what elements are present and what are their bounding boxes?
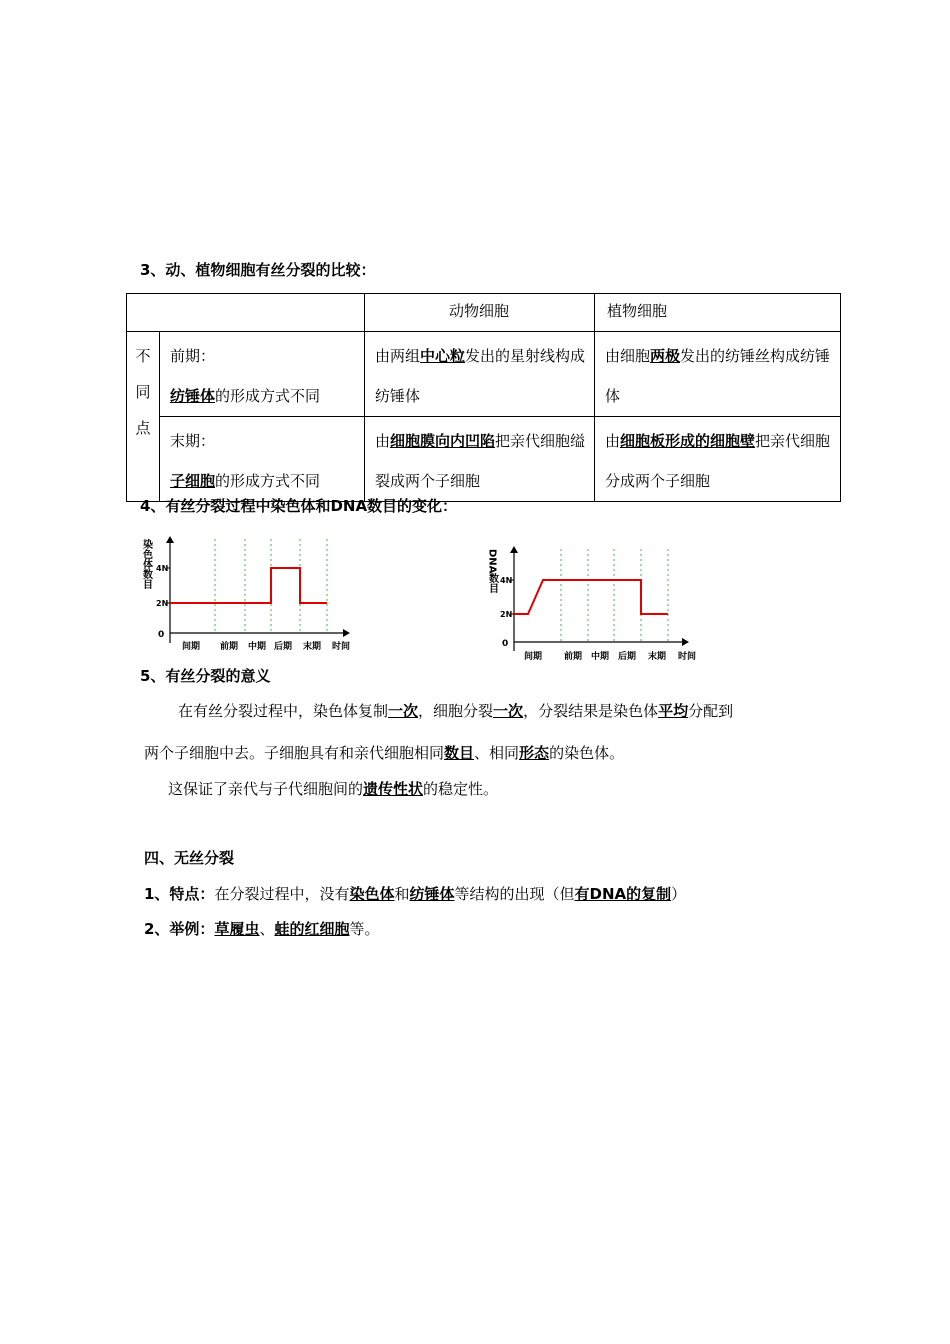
phase-gridlines <box>561 549 668 642</box>
chromosome-series-line <box>170 568 327 603</box>
key-term: 一次 <box>388 702 419 720</box>
x-tick-label: 后期 <box>274 642 293 652</box>
text: 和 <box>394 885 410 903</box>
diff-label-char: 同 <box>135 383 151 401</box>
tick-labels <box>156 564 350 652</box>
header-plant-cell <box>595 294 841 332</box>
key-term: 染色体 <box>349 885 395 903</box>
section3-title: 3、动、植物细胞有丝分裂的比较： <box>140 261 376 279</box>
key-term: 有DNA的复制 <box>574 885 672 903</box>
x-tick-label: 末期 <box>648 652 667 662</box>
chromosome-chart <box>140 535 365 657</box>
significance-paragraph-2 <box>144 742 624 763</box>
prophase-desc-cell <box>160 332 365 417</box>
phase-label: 前期： <box>170 347 216 365</box>
key-term: 细胞板形成的细胞壁 <box>620 432 756 450</box>
x-tick-label: 前期 <box>220 642 239 652</box>
prophase-plant-cell <box>595 332 841 417</box>
telophase-plant-cell <box>595 417 841 502</box>
text: 的稳定性。 <box>423 780 499 798</box>
y-tick-label: 2N <box>156 599 169 608</box>
text: 两个子细胞中去。子细胞具有和亲代细胞相同 <box>144 744 445 762</box>
phase-label: 末期： <box>170 432 216 450</box>
text: 在有丝分裂过程中，染色体复制 <box>178 702 389 720</box>
cell-text: 由细胞 <box>605 347 651 365</box>
cell-text: 把亲代细胞缢裂成两个子细胞 <box>375 432 586 490</box>
header-animal: 动物细胞 <box>449 302 510 320</box>
x-tick-label: 后期 <box>618 652 637 662</box>
key-term: 细胞膜向内凹陷 <box>390 432 496 450</box>
prophase-animal-cell <box>365 332 595 417</box>
x-tick-label: 中期 <box>591 652 610 662</box>
cell-text: 由 <box>605 432 621 450</box>
key-term: 纺锤体 <box>409 885 455 903</box>
text: 这保证了亲代与子代细胞间的 <box>168 780 364 798</box>
item-label: 2、举例： <box>144 920 215 938</box>
y-tick-label: 4N <box>156 564 169 573</box>
text: 的染色体。 <box>549 744 625 762</box>
x-axis-arrow <box>343 629 350 637</box>
dna-series-line <box>514 580 668 614</box>
x-tick-label: 末期 <box>303 642 322 652</box>
section5-title: 5、有丝分裂的意义 <box>140 667 271 685</box>
section-iv-title: 四、无丝分裂 <box>144 849 235 867</box>
diff-label-char: 不 <box>135 347 151 365</box>
text: 分配到 <box>688 702 734 720</box>
text: ） <box>671 885 687 903</box>
x-tick-label: 前期 <box>564 652 583 662</box>
amitosis-examples <box>144 918 380 939</box>
text: ，细胞分裂 <box>418 702 494 720</box>
cell-text: 由两组 <box>375 347 421 365</box>
significance-paragraph-1 <box>178 700 733 721</box>
text: 在分裂过程中，没有 <box>214 885 350 903</box>
significance-paragraph-3 <box>168 778 498 799</box>
item-label: 1、特点： <box>144 885 215 903</box>
key-term: 两极 <box>650 347 681 365</box>
diff-label-char: 点 <box>135 419 151 437</box>
table-row-prophase <box>127 332 841 417</box>
desc-text: 的形成方式不同 <box>215 387 321 405</box>
tick-labels <box>500 576 696 662</box>
desc-text: 的形成方式不同 <box>215 472 321 490</box>
text: 等。 <box>349 920 380 938</box>
telophase-desc-cell <box>160 417 365 502</box>
key-term: 一次 <box>493 702 524 720</box>
y-axis-label: DNA数目 <box>486 549 498 594</box>
header-animal-cell <box>365 294 595 332</box>
x-tick-label: 间期 <box>182 642 201 652</box>
phase-desc <box>170 376 356 416</box>
key-term: 形态 <box>519 744 550 762</box>
table-header-row <box>127 294 841 332</box>
diff-label-cell <box>127 332 160 502</box>
amitosis-feature <box>144 883 686 904</box>
x-tick-label: 时间 <box>678 652 697 662</box>
cell-text: 由 <box>375 432 391 450</box>
key-term: 草履虫 <box>214 920 260 938</box>
section4-title: 4、有丝分裂过程中染色体和DNA数目的变化： <box>140 497 458 515</box>
y-tick-label: 4N <box>500 576 513 585</box>
key-term: 遗传性状 <box>363 780 424 798</box>
key-term: 子细胞 <box>170 472 216 490</box>
table-row-telophase <box>127 417 841 502</box>
cell-text: 把亲代细胞分成两个子细胞 <box>605 432 831 490</box>
key-term: 数目 <box>444 744 475 762</box>
header-empty-cell <box>127 294 365 332</box>
key-term: 平均 <box>658 702 689 720</box>
y-tick-label: 0 <box>502 639 509 649</box>
key-term: 蛙的红细胞 <box>274 920 350 938</box>
text: 等结构的出现（但 <box>454 885 575 903</box>
y-axis-arrow <box>166 536 174 543</box>
x-axis-arrow <box>682 638 689 646</box>
dna-chart <box>488 545 710 663</box>
key-term: 纺锤体 <box>170 387 216 405</box>
comparison-table <box>126 293 841 502</box>
y-tick-label: 2N <box>500 610 513 619</box>
header-plant: 植物细胞 <box>607 302 668 320</box>
x-tick-label: 间期 <box>524 652 543 662</box>
x-tick-label: 时间 <box>332 642 351 652</box>
text: 、 <box>259 920 275 938</box>
cell-text: 发出的星射线构成纺锤体 <box>375 347 586 405</box>
cell-text: 发出的纺锤丝构成纺锤体 <box>605 347 831 405</box>
y-axis-label: 染色体数目 <box>140 539 152 589</box>
text: ，分裂结果是染色体 <box>523 702 659 720</box>
y-tick-label: 0 <box>158 630 165 640</box>
text: 、相同 <box>474 744 520 762</box>
telophase-animal-cell <box>365 417 595 502</box>
key-term: 中心粒 <box>420 347 466 365</box>
x-tick-label: 中期 <box>248 642 267 652</box>
y-axis-arrow <box>510 546 518 553</box>
